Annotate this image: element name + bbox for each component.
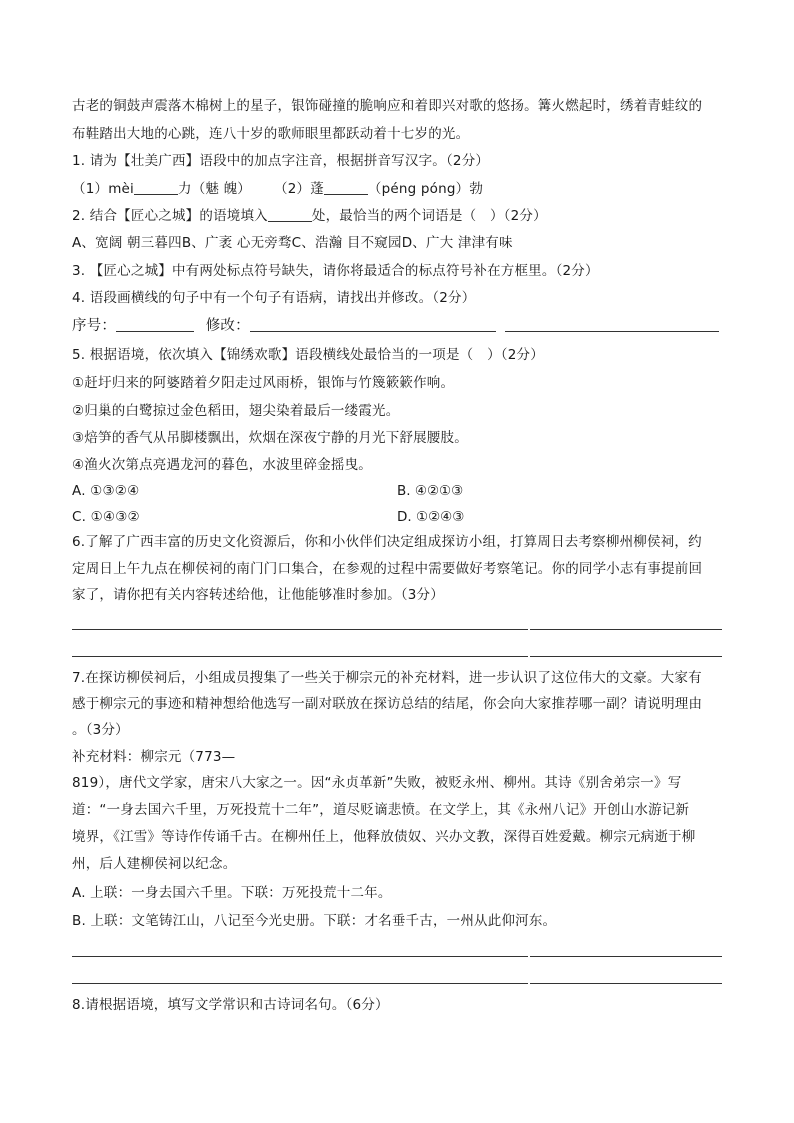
question-7-line: 7.在探访柳侯祠后，小组成员搜集了一些关于柳宗元的补充材料，进一步认识了这位伟大的文豪。大家有 bbox=[72, 670, 702, 686]
q7-answer-line[interactable] bbox=[530, 956, 722, 957]
q5-sentence-1: ①赶圩归来的阿婆踏着夕阳走过风雨桥，银饰与竹篾簌簌作响。 bbox=[72, 375, 455, 391]
question-4-answer-row bbox=[72, 317, 724, 335]
q7-answer-line[interactable] bbox=[72, 956, 528, 957]
q5-sentence-3: ③焙笋的香气从吊脚楼飘出，炊烟在深夜宁静的月光下舒展腰肢。 bbox=[72, 430, 468, 446]
question-7-line: 。（3分） bbox=[72, 722, 129, 738]
q5-option-a[interactable]: A. ①③②④ bbox=[72, 483, 140, 499]
q7-material-title: 补充材料：柳宗元（773— bbox=[72, 749, 236, 765]
q5-option-c[interactable]: C. ①④③② bbox=[72, 509, 140, 525]
q2-stem-suffix: 处，最恰当的两个词语是（ ）（2分） bbox=[311, 208, 547, 224]
q7-option-b[interactable]: B. 上联：文笔铸江山，八记至今光史册。下联：才名垂千古，一州从此仰河东。 bbox=[72, 913, 557, 929]
question-6-line: 6.了解了广西丰富的历史文化资源后，你和小伙伴们决定组成探访小组，打算周日去考察柳州柳侯祠，约 bbox=[72, 534, 702, 550]
q4-sequence-label: 序号： bbox=[72, 318, 117, 334]
passage-line: 古老的铜鼓声震落木棉树上的星子，银饰碰撞的脆响应和着即兴对歌的悠扬。篝火燃起时，绣着青蛙纹的 bbox=[72, 98, 703, 114]
q6-answer-line[interactable] bbox=[530, 629, 722, 630]
question-8-stem: 8.请根据语境，填写文学常识和古诗词名句。（6分） bbox=[72, 997, 389, 1013]
question-3-stem: 3. 【匠心之城】中有两处标点符号缺失，请你将最适合的标点符号补在方框里。（2分） bbox=[72, 263, 599, 279]
q5-option-d[interactable]: D. ①②④③ bbox=[397, 509, 465, 525]
q7-material-line: 州，后人建柳侯祠以纪念。 bbox=[72, 856, 237, 872]
q7-material-line: 819），唐代文学家，唐宋八大家之一。因“永贞革新”失败，被贬永州、柳州。其诗《别舍弟宗一》写 bbox=[72, 775, 682, 791]
q1-part1-suffix: 力（魅 魄） bbox=[178, 181, 251, 197]
question-2-stem bbox=[72, 207, 724, 225]
q2-stem-prefix: 2. 结合【匠心之城】的语境填入 bbox=[72, 208, 268, 224]
question-2-options: A、宽阔 朝三暮四B、广袤 心无旁骛C、浩瀚 目不窥园D、广大 津津有味 bbox=[72, 235, 513, 251]
q1-blank-1[interactable] bbox=[134, 180, 178, 195]
q6-answer-line[interactable] bbox=[530, 656, 722, 657]
q5-sentence-4: ④渔火次第点亮遇龙河的暮色，水波里碎金摇曳。 bbox=[72, 457, 373, 473]
q7-material-line: 道：“一身去国六千里，万死投荒十二年”，道尽贬谪悲愤。在文学上，其《永州八记》开创山水游记新 bbox=[72, 802, 690, 818]
q4-fix-label: 修改： bbox=[205, 318, 250, 334]
q1-part1-prefix: （1）mèi bbox=[72, 181, 134, 197]
q4-fix-blank-1[interactable] bbox=[250, 317, 496, 332]
q6-answer-line[interactable] bbox=[72, 629, 528, 630]
question-5-stem: 5. 根据语境，依次填入【锦绣欢歌】语段横线处最恰当的一项是（ ）（2分） bbox=[72, 347, 544, 363]
q7-answer-line[interactable] bbox=[72, 983, 528, 984]
q4-sequence-blank[interactable] bbox=[116, 317, 194, 332]
q1-part2-suffix: （péng póng）勃 bbox=[367, 181, 484, 197]
question-1-stem: 1. 请为【壮美广西】语段中的加点字注音，根据拼音写汉字。（2分） bbox=[72, 153, 490, 169]
question-6-line: 定周日上午九点在柳侯祠的南门门口集合，在参观的过程中需要做好考察笔记。你的同学小志有事提前回 bbox=[72, 561, 703, 577]
q5-sentence-2: ②归巢的白鹭掠过金色稻田，翅尖染着最后一缕霞光。 bbox=[72, 403, 400, 419]
question-6-line: 家了，请你把有关内容转述给他，让他能够准时参加。（3分） bbox=[72, 587, 444, 603]
q1-part2-prefix: （2）蓬 bbox=[274, 181, 324, 197]
question-7-line: 感于柳宗元的事迹和精神想给他选写一副对联放在探访总结的结尾，你会向大家推荐哪一副？请说明理由 bbox=[72, 696, 703, 712]
q4-fix-blank-2[interactable] bbox=[505, 317, 719, 332]
q2-blank[interactable] bbox=[268, 207, 312, 222]
passage-line: 布鞋踏出大地的心跳，连八十岁的歌师眼里都跃动着十七岁的光。 bbox=[72, 126, 470, 142]
q7-material-line: 境界，《江雪》等诗作传诵千古。在柳州任上，他释放债奴、兴办文教，深得百姓爱戴。柳宗元病逝于柳 bbox=[72, 829, 696, 845]
q7-option-a[interactable]: A. 上联：一身去国六千里。下联：万死投荒十二年。 bbox=[72, 885, 392, 901]
q1-blank-2[interactable] bbox=[324, 180, 368, 195]
question-1-parts bbox=[72, 180, 724, 198]
q6-answer-line[interactable] bbox=[72, 656, 528, 657]
q5-option-b[interactable]: B. ④②①③ bbox=[397, 483, 464, 499]
question-4-stem: 4. 语段画横线的句子中有一个句子有语病，请找出并修改。（2分） bbox=[72, 290, 476, 306]
q7-answer-line[interactable] bbox=[530, 983, 722, 984]
